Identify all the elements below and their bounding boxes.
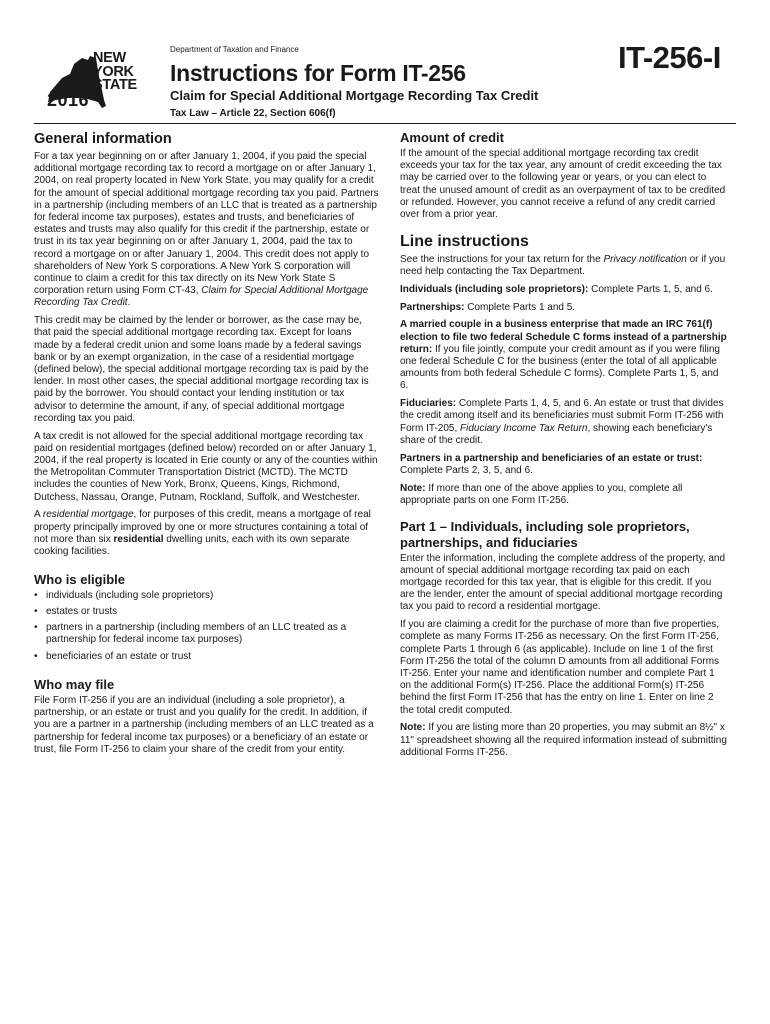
- individuals-instruction: Individuals (including sole proprietors): Complete Parts 1, 5, and 6.: [400, 283, 713, 295]
- eligible-list: [34, 590, 379, 663]
- married-couple-instruction: A married couple in a business enterprise that made an IRC 761(f) election to file two federal Schedule C forms instead of a partnership return: If you file jointly, compute your credit amount as if you were filing one federal Schedule C for the business (enter the total of all applicable amounts from both federal Schedule C forms). Complete Parts 1, 5, and 6.: [400, 319, 727, 392]
- part-1-heading: Part 1 – Individuals, including sole proprietors, partnerships, and fiduciaries: [400, 518, 690, 550]
- partners-beneficiaries-instruction: Partners in a partnership and beneficiaries of an estate or trust: Complete Parts 2, 3, 5, and 6.: [400, 452, 703, 476]
- part-1-paragraph-2: If you are claiming a credit for the purchase of more than five properties, complete as many Forms IT-256 as necessary. On the first Form IT-256, complete Parts 1 through 6 (as applicable). Include on line 1 of the first Form IT-256 the total of the column D amounts from all additional Forms IT-256. Enter your name and identification number and complete Part 1 on the additional Form(s) IT-256. Place the additional Form(s) IT-256 behind the first Form IT-256 that has the entry on line 1. Enter on line 2 the total credit computed.: [400, 619, 720, 716]
- general-paragraph-4: A residential mortgage, for purposes of this credit, means a mortgage of real property principally improved by one or more structures containing a total of not more than six residential dwelling units, each with its own separate cooking facilities.: [34, 509, 371, 558]
- page-title: Instructions for Form IT-256: [170, 60, 466, 86]
- who-is-eligible-heading: Who is eligible: [34, 571, 126, 587]
- general-paragraph-1: For a tax year beginning on or after January 1, 2004, if you paid the special additional mortgage recording tax to record a mortgage on or after January 1, 2004, on real property located in New York State, you may qualify for a credit for the amount of special additional mortgage recording tax you paid. Partners in a partnership (including members of an LLC that is treated as a partnership for federal income tax purposes), estates and trusts, and beneficiaries of estates and trusts may also qualify for this credit if the partnership, estate or trust in its tax year beginning on or after January 1, 2004, paid the tax to record a mortgage on or after January 1, 2004. This credit does not apply to shareholders of New York S corporations. A New York S corporation will continue to claim a credit for this tax directly on its New York State S corporation return using Form CT-43, Claim for Special Additional Mortgage Recording Tax Credit.: [34, 151, 379, 309]
- line-instructions-paragraph: See the instructions for your tax return for the Privacy notification or if you need help contacting the Tax Department.: [400, 253, 726, 278]
- left-column: [34, 130, 379, 762]
- line-instructions-heading: Line instructions: [400, 232, 529, 250]
- logo-year: 2016: [47, 90, 90, 110]
- general-information-heading: General information: [34, 131, 172, 147]
- amount-paragraph: If the amount of the special additional mortgage recording tax credit exceeds your tax for the tax year, any amount of credit exceeding the tax may be carried over to the following year or years, or you can elect to treat the unused amount of credit as an overpayment of tax to be credited or refunded. However, you cannot receive a refund of any credit carried over from a prior year.: [400, 148, 726, 221]
- list-item: • beneficiaries of an estate or trust: [34, 651, 379, 663]
- who-may-file-heading: Who may file: [34, 676, 115, 692]
- note-1: Note: If more than one of the above applies to you, complete all appropriate parts on one Form IT-256.: [400, 482, 683, 506]
- page-subtitle: Claim for Special Additional Mortgage Recording Tax Credit: [170, 88, 539, 103]
- who-may-file-paragraph: File Form IT-256 if you are an individual (including a sole proprietor), a partnership, or an estate or trust and you qualify for the credit. In addition, if you are a partner in a partnership (including members of an LLC treated as a partnership for federal income tax purposes) or a beneficiary of an estate or trust, file Form IT-256 to claim your share of the credit from your entity.: [34, 694, 374, 755]
- form-number: IT-256-I: [618, 40, 721, 75]
- right-column: [400, 130, 728, 765]
- list-item: • partners in a partnership (including members of an LLC treated as a partnership for federal income tax purposes): [34, 622, 379, 646]
- list-item: • individuals (including sole proprietors): [34, 590, 379, 602]
- department-name: Department of Taxation and Finance: [170, 45, 299, 54]
- header-divider: [34, 123, 736, 124]
- note-2: Note: If you are listing more than 20 properties, you may submit an 8½" x 11" spreadsheet showing all the required information instead of submitting additional Forms IT-256.: [400, 722, 727, 758]
- amount-of-credit-heading: Amount of credit: [400, 130, 504, 145]
- fiduciaries-instruction: Fiduciaries: Complete Parts 1, 4, 5, and 6. An estate or trust that divides the credit among itself and its beneficiaries must submit Form IT-256 with Form IT-205, Fiduciary Income Tax Return, showing each beneficiary's share of the credit.: [400, 398, 724, 446]
- logo-wordmark: NEW YORK STATE: [93, 50, 137, 93]
- partnerships-instruction: Partnerships: Complete Parts 1 and 5.: [400, 301, 576, 313]
- general-paragraph-3: A tax credit is not allowed for the special additional mortgage recording tax paid on residential mortgages (defined below) recorded on or after January 1, 2004, if the real property is located in Erie county or any of the counties within the Metropolitan Commuter Transportation District (MCTD). The MCTD includes the counties of New York, Bronx, Queens, Kings, Richmond, Dutchess, Nassau, Orange, Putnam, Rockland, Suffolk, and Westchester.: [34, 430, 378, 503]
- tax-law-reference: Tax Law – Article 22, Section 606(f): [170, 108, 336, 119]
- list-item: • estates or trusts: [34, 606, 379, 618]
- part-1-paragraph-1: Enter the information, including the complete address of the property, and amount of special additional mortgage recording tax paid on each mortgage recorded for this tax year, that is eligible for this credit. If you are the lender, enter the amount of special additional mortgage recording tax you paid to record a residential mortgage.: [400, 552, 726, 613]
- general-paragraph-2: This credit may be claimed by the lender or borrower, as the case may be, that paid the special additional mortgage recording tax. Except for loans made by a federal credit union and some loans made by a federal savings bank or by an exempt organization, in the case of a residential mortgage (defined below), the special additional mortgage recording tax is paid by the lender. In most other cases, the special additional mortgage recording tax is paid by the borrower. You should contact your lending institution or tax advisor to determine the amount, if any, of special additional mortgage recording tax you paid.: [34, 315, 369, 424]
